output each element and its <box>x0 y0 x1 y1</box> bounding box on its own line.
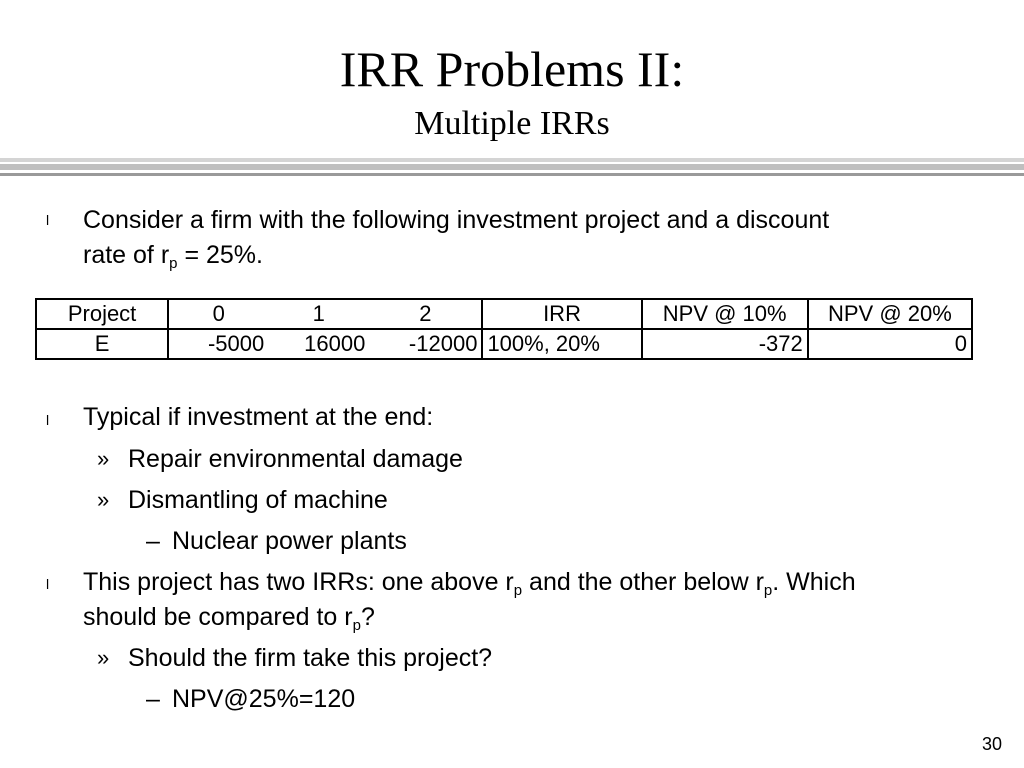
two-irrs-text-d: should be compared to r <box>83 603 353 631</box>
intro-line-1: Consider a firm with the following investment project and a discount <box>83 206 830 234</box>
two-irrs-text-b: and the other below r <box>522 568 764 596</box>
page-number: 30 <box>981 734 1002 754</box>
header-npv-20: NPV @ 20% <box>808 299 972 329</box>
two-irrs-line-2 <box>83 600 375 634</box>
header-period-1: 1 <box>268 299 369 329</box>
header-irr: IRR <box>482 299 641 329</box>
two-irrs-line-1 <box>83 565 856 599</box>
two-irrs-text-e: ? <box>360 603 375 631</box>
cell-npv-20: 0 <box>808 329 972 359</box>
intro-line-2 <box>83 238 263 272</box>
title-divider-light <box>0 158 1024 162</box>
bullet-marker: l <box>46 412 50 428</box>
cell-period-2: -12000 <box>369 329 482 359</box>
intro-rate-value: = 25%. <box>177 241 263 269</box>
two-irrs-subscript-c: p <box>352 617 361 634</box>
dash-marker: – <box>146 527 160 555</box>
two-irrs-subscript-a: p <box>513 582 523 599</box>
title-divider-dark <box>0 173 1024 176</box>
intro-rate-subscript: p <box>169 255 178 272</box>
dash-marker: – <box>146 685 160 713</box>
project-table <box>35 298 973 360</box>
cell-period-1: 16000 <box>268 329 369 359</box>
bullet-marker: l <box>46 212 50 228</box>
arrow-marker: » <box>97 446 110 471</box>
title-divider-mid <box>0 164 1024 170</box>
typical-text: Typical if investment at the end: <box>83 403 434 431</box>
header-npv-10: NPV @ 10% <box>642 299 808 329</box>
bullet-marker: l <box>46 576 50 592</box>
table-header-row <box>36 299 972 329</box>
two-irrs-subscript-b: p <box>763 582 773 599</box>
slide-title: IRR Problems II: <box>339 41 685 97</box>
header-period-0: 0 <box>168 299 268 329</box>
arrow-marker: » <box>97 645 110 670</box>
two-irrs-text-a: This project has two IRRs: one above r <box>83 568 514 596</box>
cell-irr: 100%, 20% <box>482 329 641 359</box>
intro-rate-text: rate of r <box>83 241 170 269</box>
repair-text: Repair environmental damage <box>128 445 463 473</box>
cell-project: E <box>36 329 168 359</box>
table-row <box>36 329 972 359</box>
should-text: Should the firm take this project? <box>128 644 493 672</box>
arrow-marker: » <box>97 487 110 512</box>
header-period-2: 2 <box>369 299 482 329</box>
header-project: Project <box>36 299 168 329</box>
two-irrs-text-c: . Which <box>772 568 856 596</box>
cell-period-0: -5000 <box>168 329 268 359</box>
cell-npv-10: -372 <box>642 329 808 359</box>
nuclear-text: Nuclear power plants <box>172 527 407 555</box>
dismantling-text: Dismantling of machine <box>128 486 388 514</box>
npv-25-text: NPV@25%=120 <box>172 685 356 713</box>
slide-subtitle: Multiple IRRs <box>414 105 610 142</box>
